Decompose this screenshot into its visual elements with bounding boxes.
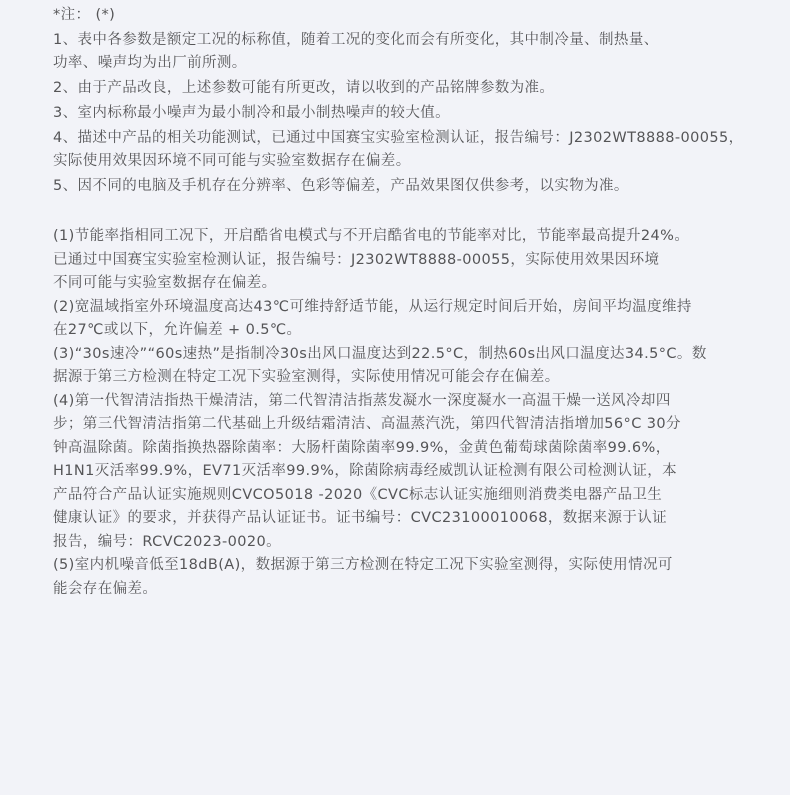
- footnote-line: (4)第一代智清洁指热干燥清洁，第二代智清洁指蒸发凝水一深度凝水一高温干燥一送风冷却四: [53, 392, 671, 409]
- footnote-1: [53, 225, 760, 296]
- footnote-line: (1)节能率指相同工况下，开启酷省电模式与不开启酷省电的节能率对比，节能率最高提升24%。: [53, 228, 690, 244]
- note-item-1: [53, 29, 760, 75]
- footnote-line: (5)室内机噪音低至18dB(A)，数据源于第三方检测在特定工况下实验室测得，实际使用情况可: [53, 557, 673, 573]
- note-line: 5、因不同的电脑及手机存在分辨率、色彩等偏差，产品效果图仅供参考，以实物为准。: [53, 178, 629, 194]
- footnotes-section: [53, 225, 760, 601]
- footnote-line: H1N1灭活率99.9%，EV71灭活率99.9%，除菌除病毒经威凯认证检测有限公司检测认证，本: [53, 463, 678, 479]
- note-line: 4、描述中产品的相关功能测试，已通过中国赛宝实验室检测认证，报告编号：J2302WT8888-00055，: [53, 130, 744, 146]
- footnote-line: 步；第三代智清洁指第二代基础上升级结霜清洁、高温蒸汽洗，第四代智清洁指增加56°C 30分: [53, 416, 681, 432]
- section-spacer: [53, 200, 760, 225]
- footnote-line: 钟高温除菌。除菌指换热器除菌率：大肠杆菌除菌率99.9%，金黄色葡萄球菌除菌率99.6%，: [53, 439, 671, 456]
- footnote-line: 健康认证》的要求，并获得产品认证证书。证书编号：CVC23100010068，数据来源于认证: [53, 510, 668, 526]
- footnote-3: [53, 343, 760, 390]
- footnote-5: [53, 554, 760, 601]
- notes-section: [53, 4, 760, 198]
- note-item-3: [53, 102, 760, 125]
- note-item-4: [53, 127, 760, 173]
- footnote-line: 产品符合产品认证实施规则CVCO5018 -2020《CVC标志认证实施细则消费类电器产品卫生: [53, 486, 663, 503]
- note-line: 1、表中各参数是额定工况的标称值，随着工况的变化而会有所变化，其中制冷量、制热量、: [53, 32, 659, 48]
- note-line: 2、由于产品改良，上述参数可能有所更改，请以收到的产品铭牌参数为准。: [53, 80, 555, 96]
- footnote-line: 不同可能与实验室数据存在偏差。: [53, 275, 277, 291]
- footnote-4: [53, 390, 760, 555]
- note-item-2: [53, 77, 760, 100]
- note-line: 3、室内标称最小噪声为最小制冷和最小制热噪声的较大值。: [53, 105, 451, 121]
- note-line: 功率、噪声均为出厂前所测。: [53, 55, 247, 71]
- footnote-2: [53, 296, 760, 343]
- note-line: 实际使用效果因环境不同可能与实验室数据存在偏差。: [53, 153, 411, 169]
- note-item-5: [53, 175, 760, 198]
- notes-title: *注： (*): [53, 7, 116, 23]
- footnote-line: 据源于第三方检测在特定工况下实验室测得，实际使用情况可能会存在偏差。: [53, 369, 560, 385]
- footnote-line: 能会存在偏差。: [53, 580, 158, 597]
- footnote-line: (2)宽温域指室外环境温度高达43℃可维持舒适节能，从运行规定时间后开始，房间平均温度维持: [53, 298, 692, 315]
- footnote-line: 已通过中国赛宝实验室检测认证，报告编号：J2302WT8888-00055，实际使用效果因环境: [53, 251, 660, 268]
- footnote-line: 在27℃或以下，允许偏差 + 0.5℃。: [53, 322, 302, 338]
- footnote-line: (3)“30s速冷”“60s速热”是指制冷30s出风口温度达到22.5°C，制热60s出风口温度达34.5°C。数: [53, 345, 707, 362]
- footnote-line: 报告，编号：RCVC2023-0020。: [53, 533, 282, 550]
